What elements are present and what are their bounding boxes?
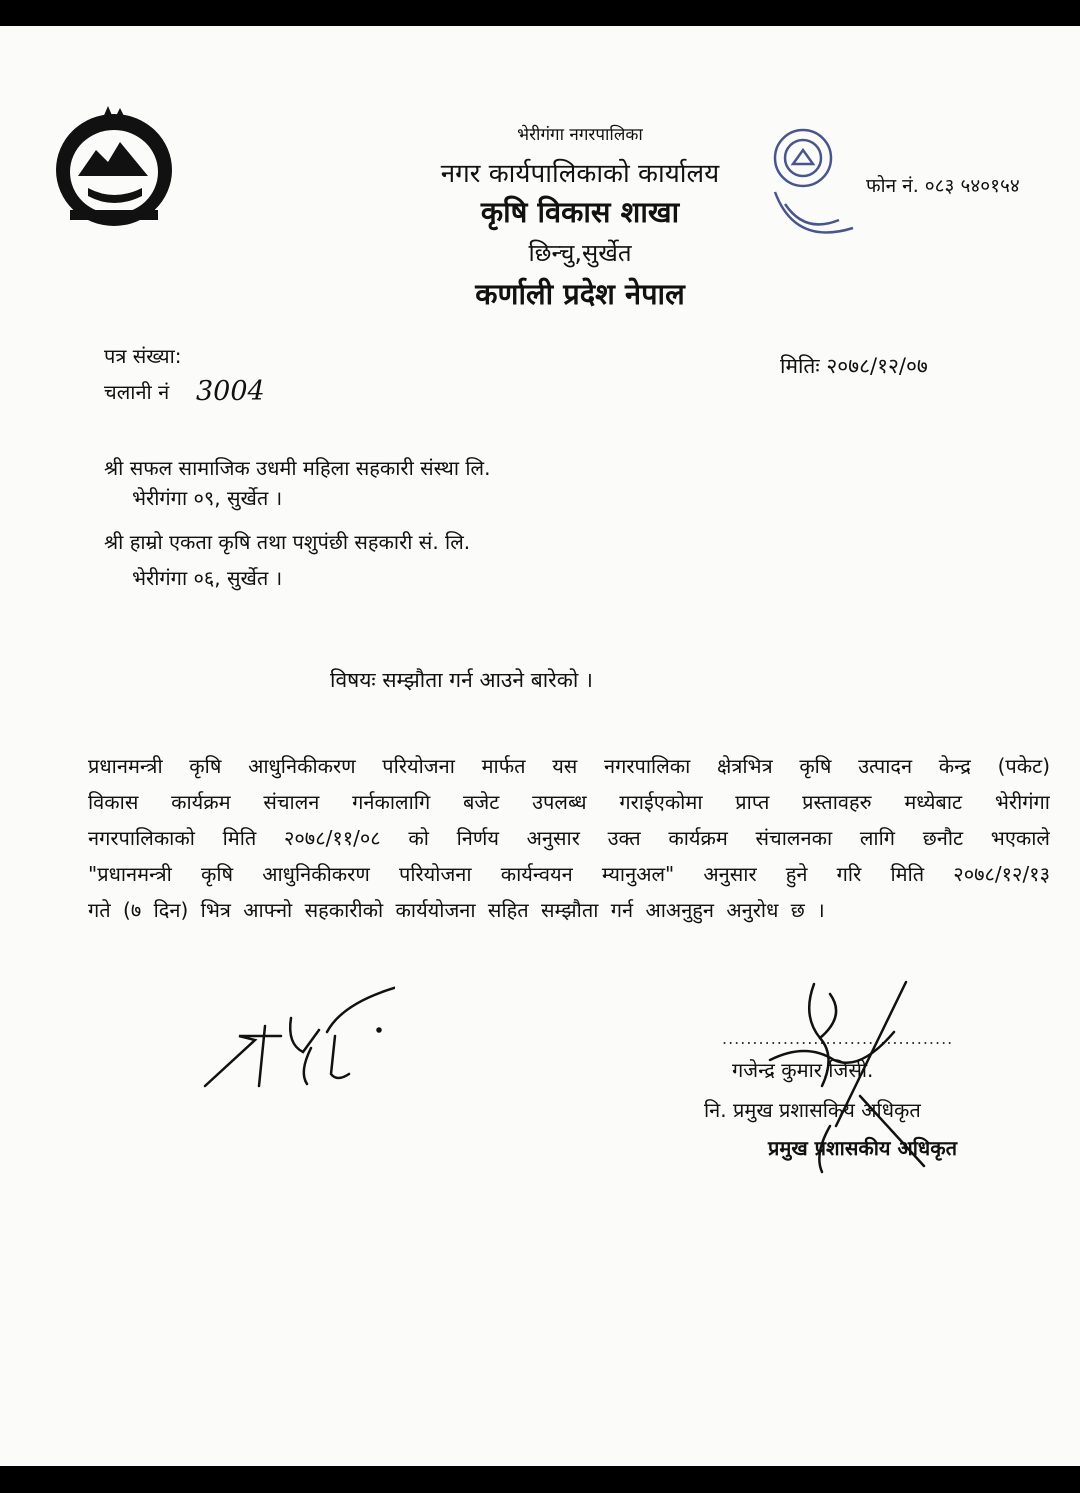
left-signature [195, 978, 395, 1098]
body-line: गते (७ दिन) भित्र आफ्नो सहकारीको कार्ययोजना सहित सम्झौता गर्न आअनुहुन अनुरोध छ । [88, 898, 825, 922]
bottom-black-border [0, 1466, 1080, 1493]
letter-body [88, 748, 1050, 928]
body-line: नगरपालिकाको मिति २०७८/११/०८ को निर्णय अनुसार उक्त कार्यक्रम संचालनका लागि छनौट भएकाले [88, 826, 1050, 850]
letter-number-label: पत्र संख्या: [104, 344, 182, 368]
office-seal-stamp [735, 124, 875, 264]
officer-title-stamp: प्रमुख प्रशासकीय अधिकृत [768, 1136, 957, 1160]
recipient-2-name: श्री हाम्रो एकता कृषि तथा पशुपंछी सहकारी सं. लि. [104, 530, 471, 554]
dispatch-label: चलानी नं [104, 380, 170, 404]
nepal-emblem-icon [44, 98, 184, 238]
body-line: "प्रधानमन्त्री कृषि आधुनिकीकरण परियोजना कार्यन्वयन म्यानुअल" अनुसार हुने गरि मिति २०७८/१२/१३ [88, 862, 1050, 886]
officer-signature [710, 976, 940, 1176]
phone-number: फोन नं. ०८३ ५४०१५४ [866, 175, 1020, 197]
office-name: नगर कार्यपालिकाको कार्यालय [440, 159, 720, 189]
recipient-1-address: भेरीगंगा ०९, सुर्खेत । [132, 486, 283, 510]
letter-date: मितिः २०७८/१२/०७ [780, 354, 928, 378]
office-location: छिन्चु,सुर्खेत [528, 239, 632, 267]
body-line: प्रधानमन्त्री कृषि आधुनिकीकरण परियोजना मार्फत यस नगरपालिका क्षेत्रभित्र कृषि उत्पादन केन्द्र (पकेट) [88, 754, 1050, 778]
recipient-2-address: भेरीगंगा ०६, सुर्खेत । [132, 566, 283, 590]
province-name: कर्णाली प्रदेश नेपाल [475, 277, 685, 311]
letter-subject: विषयः सम्झौता गर्न आउने बारेको । [330, 668, 593, 692]
recipient-1-name: श्री सफल सामाजिक उधमी महिला सहकारी संस्था लि. [104, 456, 491, 480]
body-line: विकास कार्यक्रम संचालन गर्नकालागि बजेट उपलब्ध गराईएकोमा प्राप्त प्रस्तावहरु मध्येबाट भेरीगंगा [88, 790, 1050, 814]
signature-dotted-line: ...................................... [722, 1029, 954, 1048]
top-black-border [0, 0, 1080, 26]
officer-name: गजेन्द्र कुमार जिसी. [732, 1058, 874, 1082]
officer-title: नि. प्रमुख प्रशासकिय अधिकृत [704, 1098, 921, 1122]
dispatch-number: 3004 [196, 376, 265, 407]
municipality-name: भेरीगंगा नगरपालिका [517, 125, 643, 145]
branch-name: कृषि विकास शाखा [480, 195, 680, 229]
letter-page [0, 26, 1080, 1466]
